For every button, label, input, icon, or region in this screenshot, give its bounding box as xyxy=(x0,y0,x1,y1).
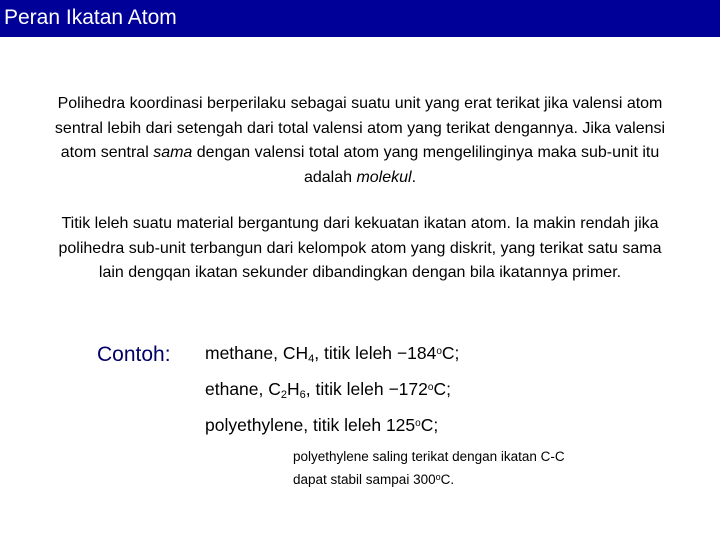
para1-text-b: dengan valensi total atom yang mengelilinginya maka sub-unit itu adalah xyxy=(192,144,660,186)
example-methane xyxy=(205,341,459,365)
para1-emphasis-sama: sama xyxy=(153,144,193,161)
note-line-1: polyethylene saling terikat dengan ikatan C-C xyxy=(293,449,565,464)
contoh-label: Contoh: xyxy=(97,343,171,366)
ethane-unit: C; xyxy=(433,379,451,399)
polyethylene-text: polyethylene, titik leleh 125 xyxy=(205,415,416,435)
slide-title: Peran Ikatan Atom xyxy=(4,6,177,29)
paragraph-titik-leleh: Titik leleh suatu material bergantung dari kekuatan ikatan atom. Ia makin rendah jika polihedra sub-unit terbangun dari kelompok atom yang diskrit, yang terikat satu sama lain dengqan ikatan sekunder dibandingkan dengan bila ikatannya primer. xyxy=(58,215,662,281)
para1-text-c: . xyxy=(411,168,417,186)
ethane-degree: o xyxy=(427,382,434,393)
ethane-h: H xyxy=(287,379,300,399)
methane-melting-point: , titik leleh −184 xyxy=(314,343,437,363)
ethane-subscript-c: 2 xyxy=(280,389,288,401)
example-polyethylene xyxy=(205,413,438,437)
methane-unit: C; xyxy=(441,343,460,363)
para1-text-a: Polihedra koordinasi berperilaku sebagai suatu unit yang erat terikat jika valensi atom sentral lebih dari setengah dari total valensi atom yang terikat dengannya. Jika valensi atom sentral xyxy=(54,95,666,161)
note-line-2 xyxy=(293,470,454,490)
methane-subscript: 4 xyxy=(308,353,315,365)
example-ethane xyxy=(205,377,451,401)
methane-text: methane, CH xyxy=(205,343,309,363)
para1-emphasis-molekul: molekul xyxy=(356,168,412,186)
ethane-melting-point: , titik leleh −172 xyxy=(305,379,428,399)
methane-degree: o xyxy=(436,346,442,357)
paragraph-polihedra xyxy=(52,92,668,190)
note-unit: C. xyxy=(440,472,455,487)
polyethylene-degree: o xyxy=(415,418,421,429)
title-bar xyxy=(0,0,720,37)
note-text: dapat stabil sampai 300 xyxy=(293,472,436,487)
note-degree: o xyxy=(435,472,441,482)
polyethylene-unit: C; xyxy=(420,415,439,435)
ethane-text: ethane, C xyxy=(205,379,281,399)
ethane-subscript-h: 6 xyxy=(299,389,306,401)
